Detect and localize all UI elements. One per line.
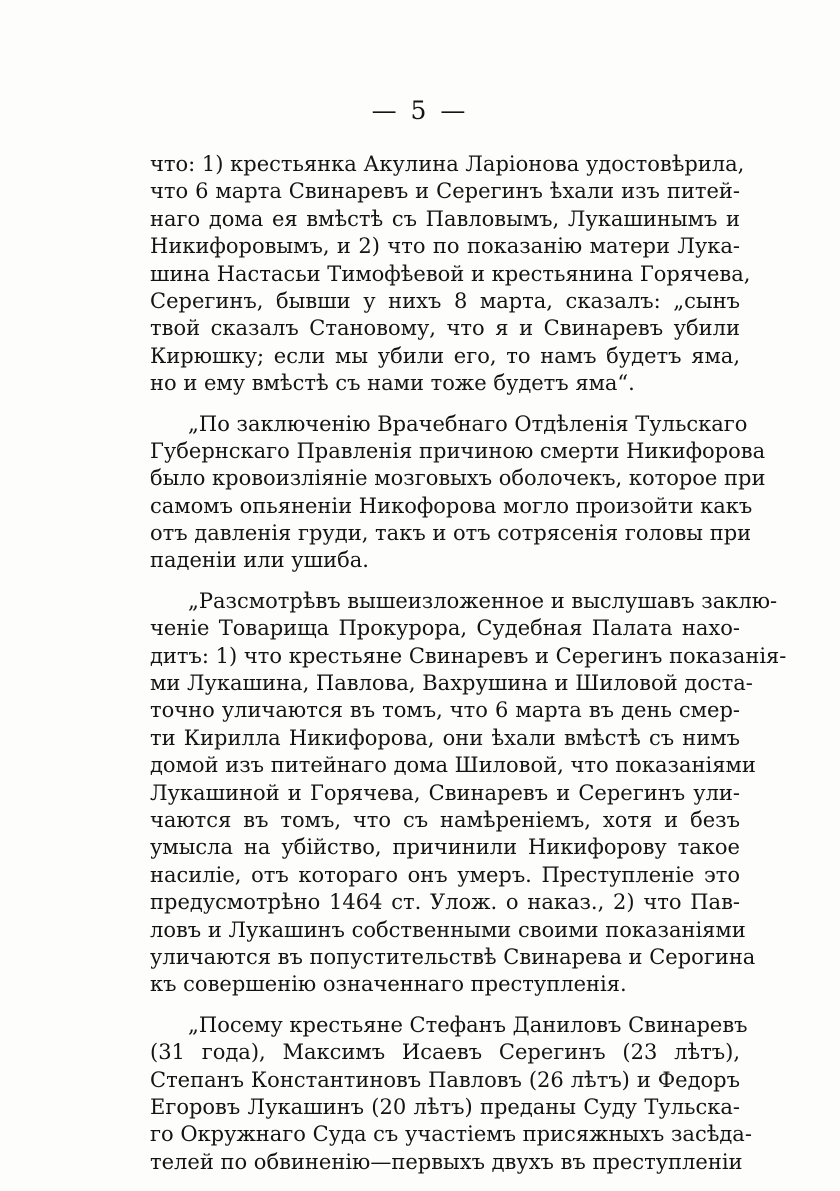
text-line: ми Лукашина, Павлова, Вахрушина и Шиловой доста- xyxy=(150,671,753,696)
text-line: Губернскаго Правленія причиною смерти Никифорова xyxy=(150,438,766,463)
text-line: дитъ: 1) что крестьяне Свинаревъ и Серегинъ показанія- xyxy=(150,643,787,668)
text-line: самомъ опьяненіи Никофорова могло произойти какъ xyxy=(150,493,753,518)
text-line: телей по обвиненію—первыхъ двухъ въ преступленіи xyxy=(150,1149,743,1174)
paragraph-4 xyxy=(150,1012,752,1176)
text-line: что 6 марта Свинаревъ и Серегинъ ѣхали изъ питей- xyxy=(150,179,740,204)
text-line: паденіи или ушиба. xyxy=(150,548,369,573)
text-line: къ совершенію означеннаго преступленія. xyxy=(150,972,627,997)
text-line: го Окружнаго Суда съ участіемъ присяжныхъ засѣда- xyxy=(150,1122,752,1147)
body-text xyxy=(150,151,787,1189)
text-line: Лукашиной и Горячева, Свинаревъ и Серегинъ ули- xyxy=(150,780,740,805)
page-number: — 5 — xyxy=(371,96,469,125)
text-line: что: 1) крестьянка Акулина Ларіонова удостовѣрила, xyxy=(150,152,745,176)
text-line: уличаются въ попустительствѣ Свинарева и Серогина xyxy=(150,944,756,969)
paragraph-2 xyxy=(150,411,766,575)
text-line: но и ему вмѣстѣ съ нами тоже будетъ яма“. xyxy=(150,371,635,396)
text-line: точно уличаются въ томъ, что 6 марта въ день смер- xyxy=(150,698,740,723)
text-line: шина Настасьи Тимофѣевой и крестьянина Горячева, xyxy=(150,261,751,286)
text-line: было кровоизліяніе мозговыхъ оболочекъ, которое при xyxy=(150,466,766,491)
text-line: твой сказалъ Становому, что я и Свинаревъ убили xyxy=(150,316,740,341)
text-line: насиліе, отъ котораго онъ умеръ. Преступленіе это xyxy=(150,862,740,887)
text-line: Кирюшку; если мы убили его, то намъ будетъ яма, xyxy=(150,343,740,368)
text-line: Серегинъ, бывши у нихъ 8 марта, сказалъ: „сынъ xyxy=(150,288,740,313)
text-line: „Посему крестьяне Стефанъ Даниловъ Свинаревъ xyxy=(188,1012,748,1037)
text-line: домой изъ питейнаго дома Шиловой, что показаніями xyxy=(150,753,756,778)
text-line: отъ давленія груди, такъ и отъ сотрясенія головы при xyxy=(150,521,752,546)
text-line: „По заключенію Врачебнаго Отдѣленія Тульскаго xyxy=(188,411,748,436)
text-line: чаются въ томъ, что съ намѣреніемъ, хотя и безъ xyxy=(150,807,740,832)
text-line: Степанъ Константиновъ Павловъ (26 лѣтъ) и Федоръ xyxy=(150,1067,740,1092)
text-line: „Разсмотрѣвъ вышеизложенное и выслушавъ заклю- xyxy=(188,588,778,613)
text-line: ти Кирилла Никифорова, они ѣхали вмѣстѣ съ нимъ xyxy=(150,725,740,750)
paragraph-3 xyxy=(150,588,787,999)
text-line: Егоровъ Лукашинъ (20 лѣтъ) преданы Суду Тульска- xyxy=(150,1094,740,1119)
paragraph-1 xyxy=(150,151,751,398)
text-line: Никифоровымъ, и 2) что по показанію матери Лука- xyxy=(150,234,740,259)
text-line: (31 года), Максимъ Исаевъ Серегинъ (23 лѣтъ), xyxy=(150,1040,740,1065)
text-line: наго дома ея вмѣстѣ съ Павловымъ, Лукашинымъ и xyxy=(150,206,740,231)
text-line: ченіе Товарища Прокурора, Судебная Палата нахо- xyxy=(150,616,740,641)
text-line: умысла на убійство, причинили Никифорову такое xyxy=(150,835,740,860)
text-line: ловъ и Лукашинъ собственными своими показаніями xyxy=(150,917,746,942)
text-line: предусмотрѣно 1464 ст. Улож. о наказ., 2) что Пав- xyxy=(150,890,740,915)
